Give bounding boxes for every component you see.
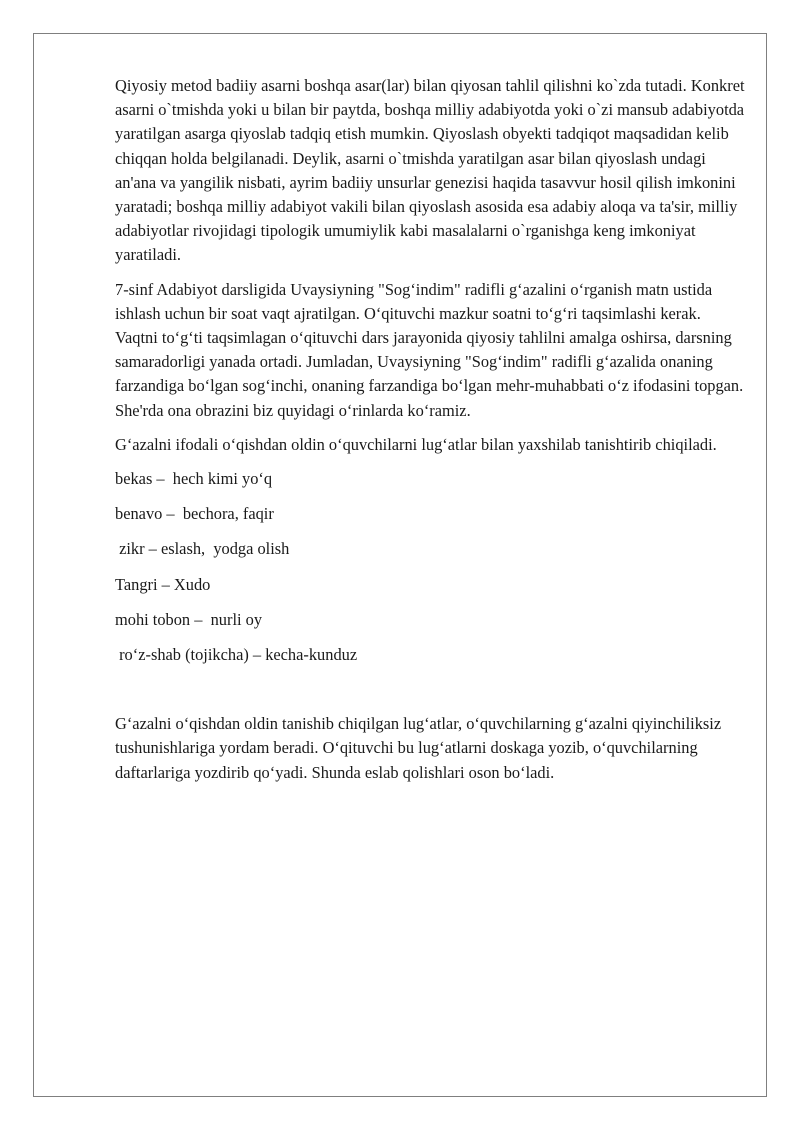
paragraph-qiyosiy-metod: Qiyosiy metod badiiy asarni boshqa asar(lar) bilan qiyosan tahlil qilishni ko`zda tutadi. Konkret asarni o`tmishda yoki u bilan bir paytda, boshqa milliy adabiyotda yoki o`zi mansub adabiyotda yaratilgan asarga qiyoslab tadqiq etish mumkin. Qiyoslash obyekti tadqiqot maqsadidan kelib chiqqan holda belgilanadi. Deylik, asarni o`tmishda yaratilgan asar bilan qiyoslash undagi an'ana va yangilik nisbati, ayrim badiiy unsurlar genezisi haqida tasavvur hosil qilish imkonini yaratadi; boshqa milliy adabiyot vakili bilan qiyoslash asosida esa adabiy aloqa va ta'sir, milliy adabiyotlar rivojidagi tipologik umumiylik kabi masalalarni o`rganishga keng imkoniyat yaratiladi. [115, 76, 745, 265]
vocab-item: benavo – bechora, faqir [115, 504, 274, 524]
vocab-item: bekas – hech kimi yo‘q [115, 469, 273, 489]
paragraph-vocab-intro: G‘azalni ifodali o‘qishdan oldin o‘quvchilarni lug‘atlar bilan yaxshilab tanishtirib chiqiladi. [115, 434, 717, 454]
vocab-item: zikr – eslash, yodga olish [115, 539, 290, 559]
vocabulary-list [115, 467, 745, 667]
vocab-item: ro‘z-shab (tojikcha) – kecha-kunduz [115, 645, 358, 665]
paragraph-closing: G‘azalni o‘qishdan oldin tanishib chiqilgan lug‘atlar, o‘quvchilarning g‘azalni qiyinchiliksiz tushunishlariga yordam beradi. O‘qituvchi bu lug‘atlarni doskaga yozib, o‘quvchilarning daftarlariga yozdirib qo‘yadi. Shunda eslab qolishlari oson bo‘ladi. [115, 714, 722, 782]
vocab-item: mohi tobon – nurli oy [115, 609, 263, 629]
spacer [115, 678, 745, 712]
paragraph-uvaysiy-lesson: 7-sinf Adabiyot darsligida Uvaysiyning "Sog‘indim" radifli g‘azalini o‘rganish matn ustida ishlash uchun bir soat vaqt ajratilgan. O‘qituvchi mazkur soatni to‘g‘ri taqsimlashi kerak. Vaqtni to‘g‘ti taqsimlagan o‘qituvchi dars jarayonida qiyosiy tahlilni amalga oshirsa, darsning samaradorligi yanada ortadi. Jumladan, Uvaysiyning "Sog‘indim" radifli g‘azalida onaning farzandiga bo‘lgan sog‘inchi, onaning farzandiga bo‘lgan mehr-muhabbati o‘z ifodasini topgan. She'rda ona obrazini biz quyidagi o‘rinlarda ko‘ramiz. [115, 279, 744, 420]
document-body [115, 74, 745, 795]
vocab-item: Tangri – Xudo [115, 574, 211, 594]
